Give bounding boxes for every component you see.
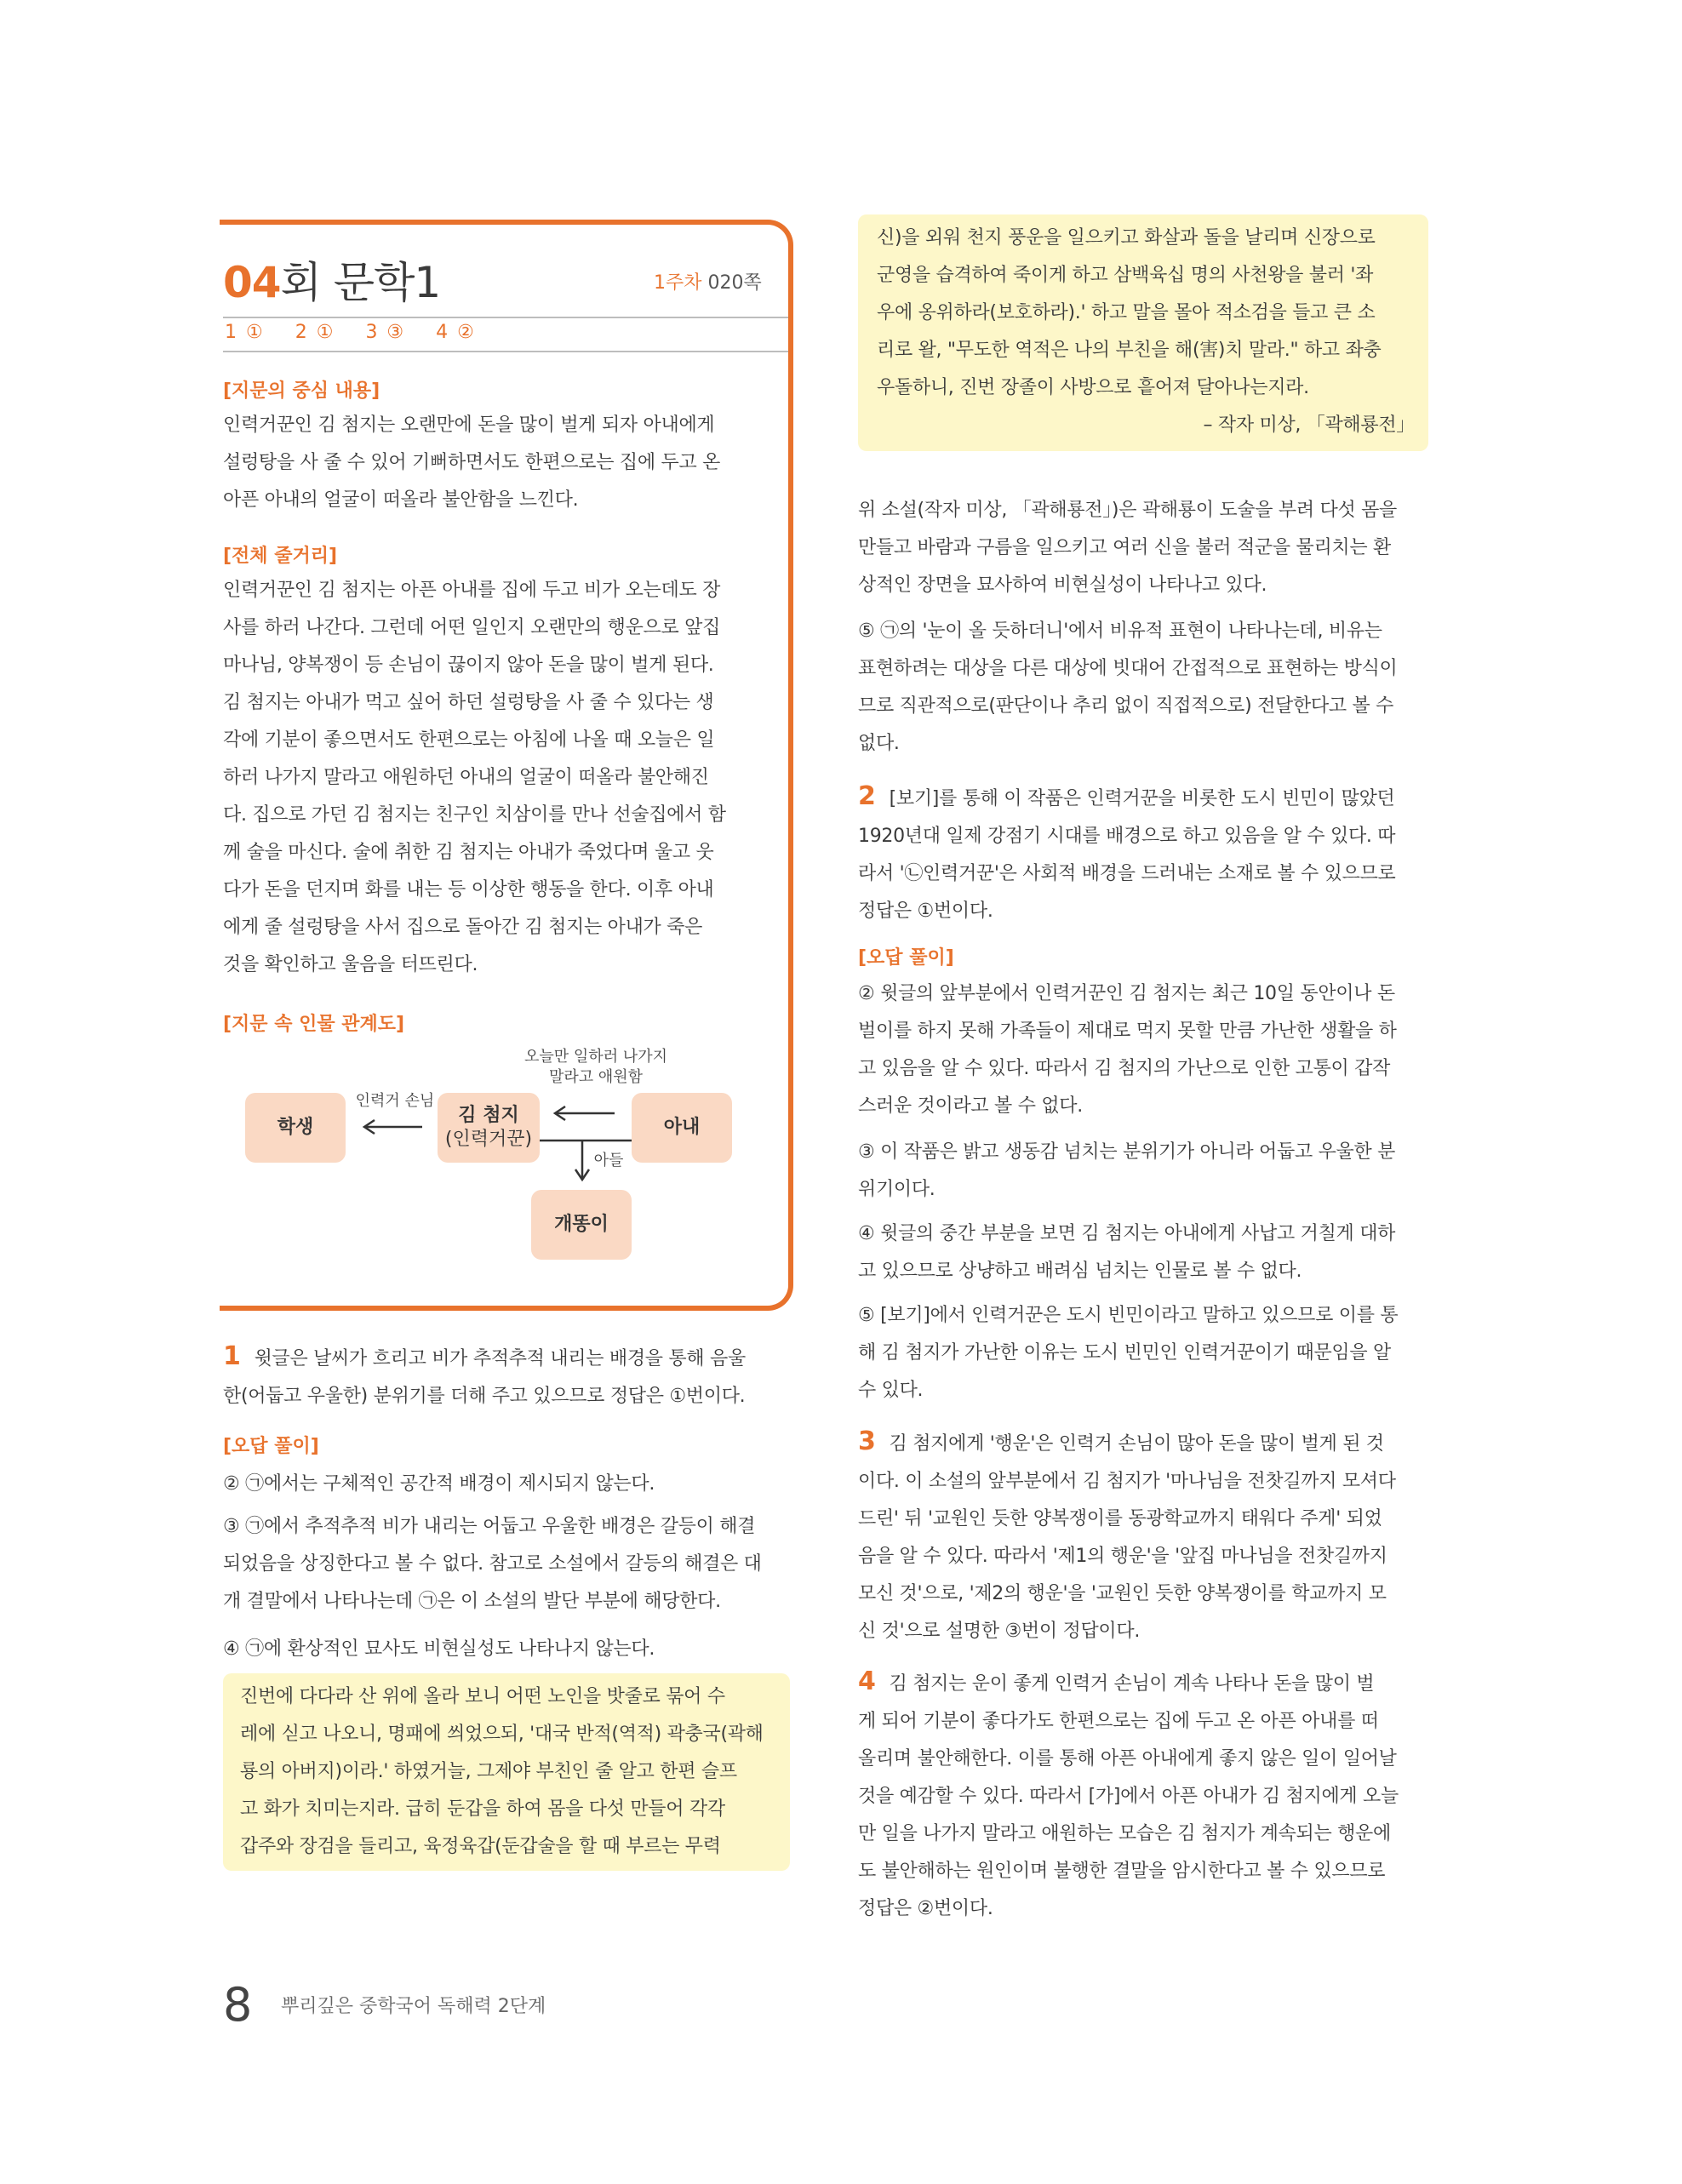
text-line: 위 소설(작자 미상, 「곽해룡전」)은 곽해룡이 도술을 부려 다섯 몸을: [858, 500, 1398, 521]
text-line: 올리며 불안해한다. 이를 통해 아픈 아내에게 좋지 않은 일이 일어날: [858, 1748, 1397, 1769]
node-kim-role: (인력거꾼): [444, 1129, 533, 1150]
text-line: 만 일을 나가지 말라고 애원하는 모습은 김 첨지가 계속되는 행운에: [858, 1823, 1391, 1844]
text-line: 정답은 ①번이다.: [858, 900, 993, 922]
text-line: 해 김 첨지가 가난한 이유는 도시 빈민인 인력거꾼이기 때문임을 알: [858, 1342, 1391, 1364]
label-customer: 인력거 손님: [355, 1092, 435, 1110]
text-line: 마나님, 양복쟁이 등 손님이 끊이지 않아 돈을 많이 벌게 된다.: [223, 655, 714, 676]
text-line: 만들고 바람과 구름을 일으키고 여러 신을 불러 적군을 물리치는 환: [858, 537, 1391, 558]
q2-wrong-2: [858, 975, 1428, 1125]
label-plea-line: 오늘만 일하러 나가지: [524, 1048, 667, 1066]
text-line: 모신 것'으로, '제2의 행운'을 '교원인 듯한 양복쟁이를 학교까지 모: [858, 1583, 1387, 1604]
wrong-answer-heading: [오답 풀이]: [858, 947, 954, 969]
node-wife: 아내: [632, 1093, 732, 1163]
text-line: 라서 '㉡인력거꾼'은 사회적 배경을 드러내는 소재로 볼 수 있으므로: [858, 863, 1396, 884]
section-heading-summary: [전체 줄거리]: [223, 546, 338, 567]
text-line: 신)을 외워 천지 풍운을 일으키고 화살과 돌을 날리며 신장으로: [877, 227, 1376, 249]
q1-wrong-4: ④ ㉠에 환상적인 묘사도 비현실성도 나타나지 않는다.: [223, 1638, 655, 1660]
text-line: 갑주와 장검을 들리고, 육정육갑(둔갑술을 할 때 부르는 무력: [240, 1836, 721, 1857]
text-line: 벌이를 하지 못해 가족들이 제대로 먹지 못할 만큼 가난한 생활을 하: [858, 1021, 1397, 1042]
q3-explanation: [858, 1423, 1428, 1650]
text-line: 다가 돈을 던지며 화를 내는 등 이상한 행동을 한다. 이후 아내: [223, 879, 714, 900]
text-line: 우돌하니, 진번 장졸이 사방으로 흩어져 달아나는지라.: [877, 377, 1309, 398]
question-number: 4: [858, 1667, 876, 1696]
node-kim-name: 김 첨지: [458, 1105, 519, 1126]
week-page: 020쪽: [707, 272, 762, 294]
text-line: 표현하려는 대상을 다른 대상에 빗대어 간접적으로 표현하는 방식이: [858, 658, 1398, 679]
q1-wrong-3: [223, 1508, 802, 1621]
text-line: 되었음을 상징한다고 볼 수 없다. 참고로 소설에서 갈등의 해결은 대: [223, 1553, 762, 1575]
text-line: 상적인 장면을 묘사하여 비현실성이 나타나고 있다.: [858, 575, 1267, 596]
text-line: 스러운 것이라고 볼 수 없다.: [858, 1095, 1083, 1117]
q2-wrong-4: [858, 1215, 1428, 1290]
text-line: 룡의 아버지)이라.' 하였거늘, 그제야 부친인 줄 알고 한편 슬프: [240, 1761, 737, 1782]
text-line: 께 술을 마신다. 술에 취한 김 첨지는 아내가 죽었다며 울고 웃: [223, 842, 714, 863]
text-line: 것을 예감할 수 있다. 따라서 [가]에서 아픈 아내가 김 첨지에게 오늘: [858, 1786, 1399, 1807]
text-line: 고 있으므로 상냥하고 배려심 넘치는 인물로 볼 수 없다.: [858, 1261, 1302, 1282]
answer-item: 1 ①: [225, 322, 265, 343]
quote-text-left: [240, 1678, 785, 1866]
question-number: 2: [858, 781, 876, 811]
text-line: 음을 알 수 있다. 따라서 '제1의 행운'을 '앞집 마나님을 전찻길까지: [858, 1546, 1387, 1567]
text-line: 김 첨지는 운이 좋게 인력거 손님이 계속 나타나 돈을 많이 벌: [889, 1673, 1375, 1695]
q1-wrong-2: ② ㉠에서는 구체적인 공간적 배경이 제시되지 않는다.: [223, 1473, 655, 1495]
question-number: 1: [223, 1341, 241, 1371]
answer-item: 4 ②: [436, 322, 476, 343]
text-line: 드린' 뒤 '교원인 듯한 양복쟁이를 동광학교까지 태워다 주게' 되었: [858, 1508, 1382, 1529]
text-line: 군영을 습격하여 죽이게 하고 삼백육십 명의 사천왕을 불러 '좌: [877, 265, 1374, 286]
question-number: 3: [858, 1426, 876, 1456]
text-line: ④ 윗글의 중간 부분을 보면 김 첨지는 아내에게 사납고 거칠게 대하: [858, 1223, 1396, 1244]
round-number: 04: [223, 258, 281, 307]
text-line: 정답은 ②번이다.: [858, 1898, 993, 1919]
text-line: 개 결말에서 나타나는데 ㉠은 이 소설의 발단 부분에 해당한다.: [223, 1591, 721, 1612]
text-line: 게 되어 기분이 좋다가도 한편으로는 집에 두고 온 아픈 아내를 떠: [858, 1711, 1379, 1732]
quote-source: – 작자 미상, 「곽해룡전」: [1203, 415, 1415, 436]
text-line: 에게 줄 설렁탕을 사서 집으로 돌아간 김 첨지는 아내가 죽은: [223, 917, 703, 938]
text-line: 신 것'으로 설명한 ③번이 정답이다.: [858, 1621, 1141, 1642]
title-text: 회 문학1: [280, 258, 441, 307]
text-line: ② 윗글의 앞부분에서 인력거꾼인 김 첨지는 최근 10일 동안이나 돈: [858, 983, 1395, 1004]
text-line: 설렁탕을 사 줄 수 있어 기뻐하면서도 한편으로는 집에 두고 온: [223, 452, 721, 473]
text-line: 진번에 다다라 산 위에 올라 보니 어떤 노인을 밧줄로 묶어 수: [240, 1686, 725, 1707]
text-line: 김 첨지는 아내가 먹고 싶어 하던 설렁탕을 사 줄 수 있다는 생: [223, 692, 714, 713]
text-line: [보기]를 통해 이 작품은 인력거꾼을 비롯한 도시 빈민이 많았던: [889, 788, 1395, 809]
text-line: 아픈 아내의 얼굴이 떠올라 불안함을 느낀다.: [223, 489, 579, 511]
q4-explanation: [858, 1663, 1428, 1928]
text-line: ③ 이 작품은 밝고 생동감 넘치는 분위기가 아니라 어둡고 우울한 분: [858, 1141, 1396, 1163]
text-line: 인력거꾼인 김 첨지는 오랜만에 돈을 많이 벌게 되자 아내에게: [223, 415, 715, 436]
text-line: 한(어둡고 우울한) 분위기를 더해 주고 있으므로 정답은 ①번이다.: [223, 1386, 746, 1407]
node-student: 학생: [245, 1093, 346, 1163]
text-line: 고 있음을 알 수 있다. 따라서 김 첨지의 가난으로 인한 고통이 갑작: [858, 1058, 1391, 1079]
text-line: 리로 왈, "무도한 역적은 나의 부친을 해(害)치 말라." 하고 좌충: [877, 340, 1382, 361]
text-line: ⑤ [보기]에서 인력거꾼은 도시 빈민이라고 말하고 있으므로 이를 통: [858, 1305, 1399, 1326]
q2-wrong-3: [858, 1134, 1428, 1209]
label-son: 아들: [593, 1152, 624, 1169]
text-line: 없다.: [858, 733, 900, 754]
text-line: 고 화가 치미는지라. 급히 둔갑을 하여 몸을 다섯 만들어 각각: [240, 1798, 725, 1820]
wrong-answer-heading: [오답 풀이]: [223, 1436, 319, 1457]
text-line: ⑤ ㉠의 '눈이 올 듯하더니'에서 비유적 표현이 나타나는데, 비유는: [858, 620, 1382, 642]
book-title: 뿌리깊은 중학국어 독해력 2단계: [281, 1996, 546, 2017]
answer-item: 3 ③: [365, 322, 406, 343]
right-paragraph-2: [858, 613, 1428, 763]
text-line: 인력거꾼인 김 첨지는 아픈 아내를 집에 두고 비가 오는데도 장: [223, 580, 721, 601]
q1-explanation: [223, 1338, 802, 1415]
text-line: 것을 확인하고 울음을 터뜨린다.: [223, 954, 478, 975]
week-label: 1주차: [654, 272, 702, 294]
q2-wrong-5: [858, 1297, 1428, 1409]
text-line: 사를 하러 나간다. 그런데 어떤 일인지 오랜만의 행운으로 앞집: [223, 617, 721, 638]
section-heading-main-content: [지문의 중심 내용]: [223, 380, 380, 402]
text-line: 우에 옹위하라(보호하라).' 하고 말을 몰아 적소검을 들고 큰 소: [877, 302, 1376, 323]
text-line: 레에 싣고 나오니, 명패에 씌었으되, '대국 반적(역적) 곽충국(곽해: [240, 1724, 764, 1745]
label-plea-line: 말라고 애원함: [548, 1068, 644, 1086]
quote-text-right: [877, 220, 1422, 444]
text-line: 도 불안해하는 원인이며 불행한 결말을 암시한다고 볼 수 있으므로: [858, 1861, 1386, 1882]
text-line: 윗글은 날씨가 흐리고 비가 추적추적 내리는 배경을 통해 음울: [254, 1348, 746, 1369]
text-line: 하러 나가지 말라고 애원하던 아내의 얼굴이 떠올라 불안해진: [223, 767, 709, 788]
node-son: 개똥이: [531, 1190, 632, 1260]
text-line: 각에 기분이 좋으면서도 한편으로는 아침에 나올 때 오늘은 일: [223, 729, 715, 751]
right-paragraph-1: [858, 492, 1428, 604]
text-line: 1920년대 일제 강점기 시대를 배경으로 하고 있음을 알 수 있다. 따: [858, 826, 1396, 847]
text-line: 다. 집으로 가던 김 첨지는 친구인 치삼이를 만나 선술집에서 함: [223, 804, 726, 826]
text-line: 수 있다.: [858, 1380, 924, 1401]
text-line: 김 첨지에게 '행운'은 인력거 손님이 많아 돈을 많이 벌게 된 것: [889, 1433, 1384, 1455]
section-heading-relationship: [지문 속 인물 관계도]: [223, 1014, 405, 1035]
page-number: 8: [223, 1978, 253, 2032]
text-line: 위기이다.: [858, 1179, 935, 1200]
text-line: 므로 직관적으로(판단이나 추리 없이 직접적으로) 전달한다고 볼 수: [858, 695, 1394, 717]
q2-explanation: [858, 778, 1428, 930]
answer-item: 2 ①: [295, 322, 335, 343]
text-line: ③ ㉠에서 추적추적 비가 내리는 어둡고 우울한 배경은 갈등이 해결: [223, 1516, 756, 1537]
text-line: 이다. 이 소설의 앞부분에서 김 첨지가 '마나님을 전찻길까지 모셔다: [858, 1471, 1396, 1492]
